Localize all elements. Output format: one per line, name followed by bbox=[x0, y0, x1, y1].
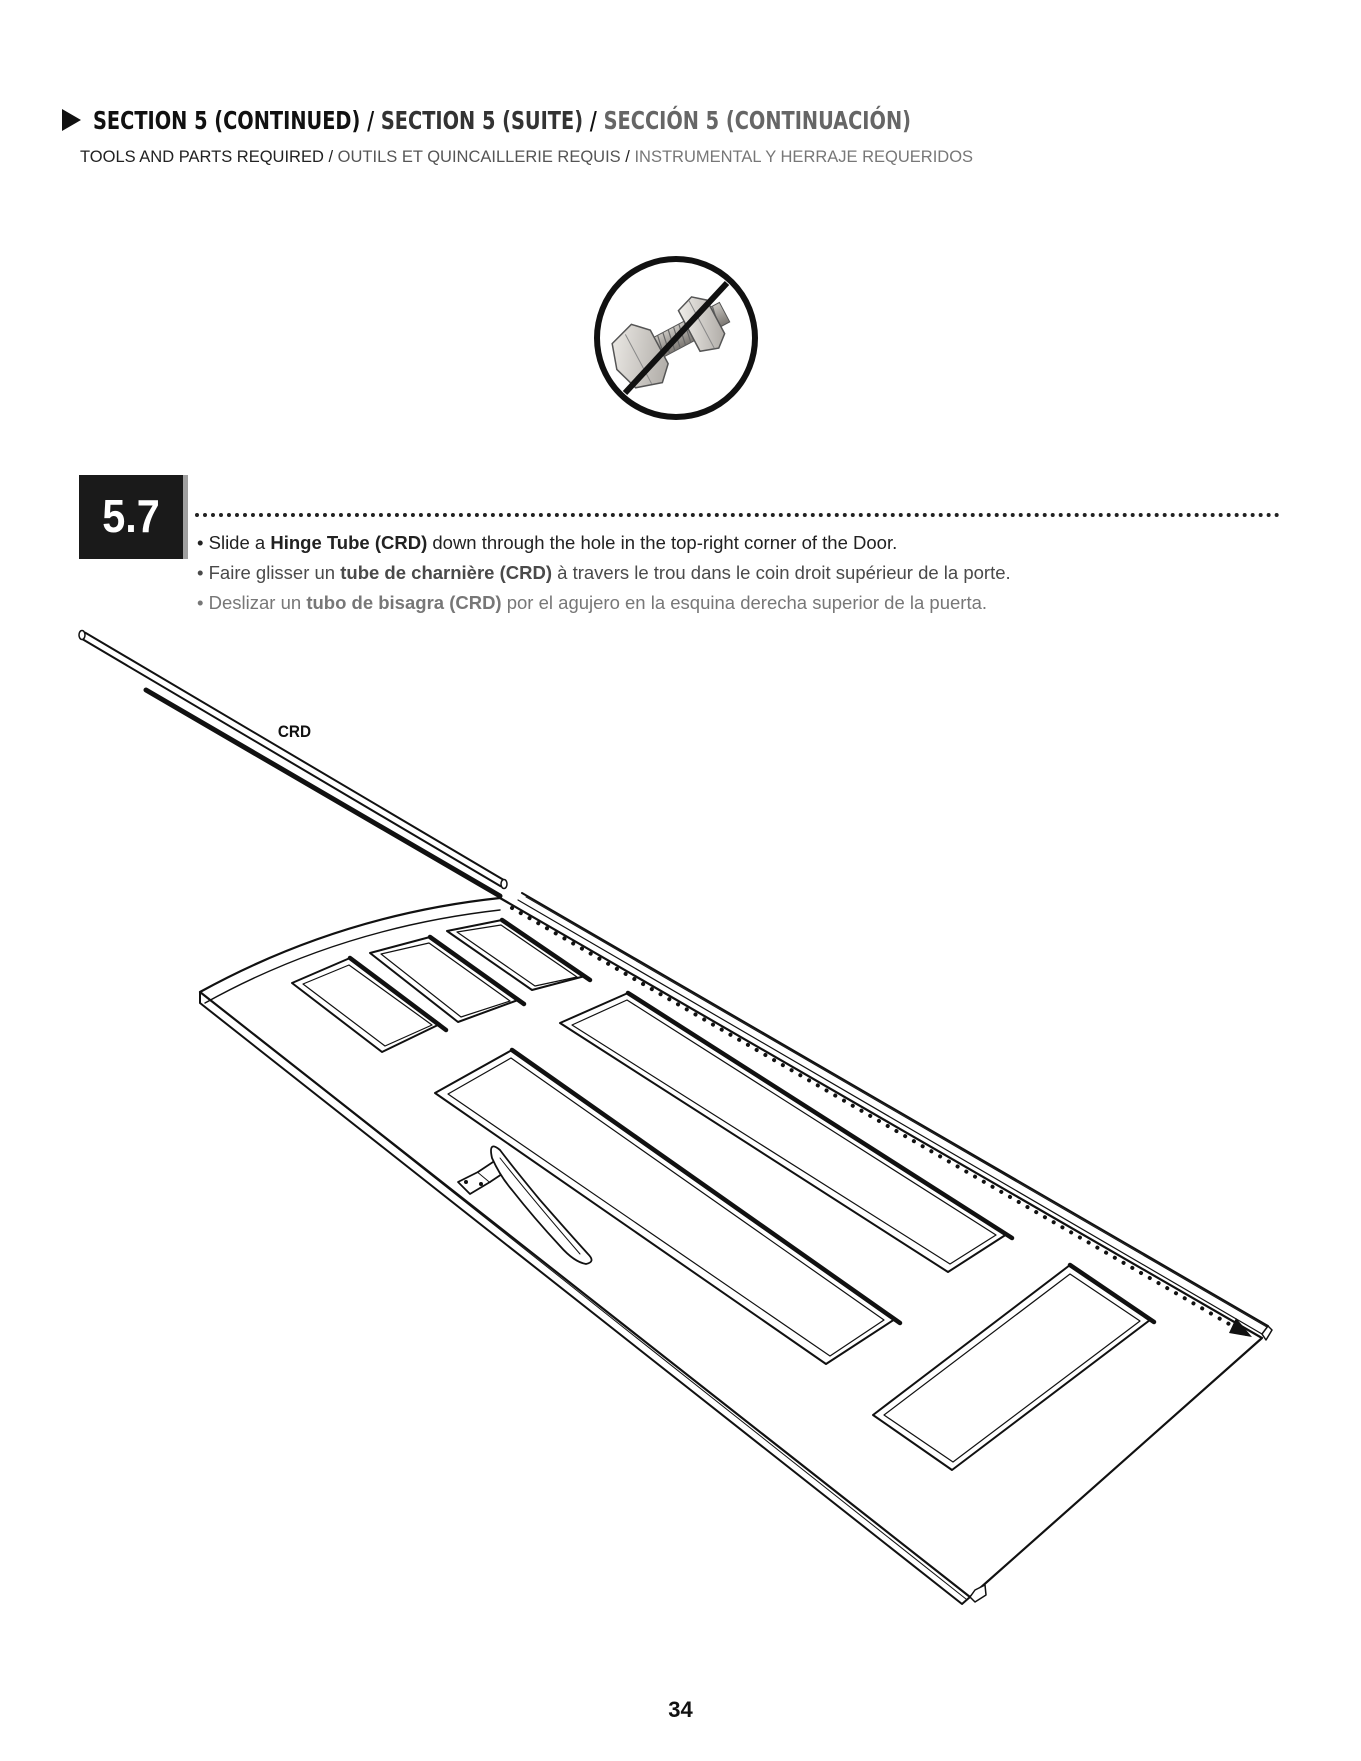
instruction-es: • Deslizar un tubo de bisagra (CRD) por el agujero en la esquina derecha superior de la puerta. bbox=[197, 592, 988, 613]
instruction-fr-pre: Faire glisser un bbox=[208, 562, 341, 583]
dotted-divider bbox=[195, 513, 1280, 517]
section-title-en: SECTION 5 (CONTINUED) bbox=[93, 106, 361, 135]
instruction-fr-post: à travers le trou dans le coin droit supérieur de la porte. bbox=[552, 562, 1011, 583]
instruction-en: • Slide a Hinge Tube (CRD) down through the hole in the top-right corner of the Door. bbox=[197, 532, 898, 553]
page-number: 34 bbox=[668, 1697, 693, 1722]
title-separator: / bbox=[583, 106, 605, 135]
section-title bbox=[93, 106, 911, 135]
tools-required-en: TOOLS AND PARTS REQUIRED bbox=[80, 148, 324, 166]
section-title-fr: SECTION 5 (SUITE) bbox=[381, 106, 584, 135]
tools-separator: / bbox=[620, 148, 635, 166]
tools-separator: / bbox=[323, 148, 338, 166]
door-assembly-diagram bbox=[0, 600, 1361, 1630]
instruction-fr: • Faire glisser un tube de charnière (CRD) à travers le trou dans le coin droit supérieur de la porte. bbox=[197, 562, 1011, 583]
step-number: 5.7 bbox=[102, 490, 160, 542]
hinge-tube-part bbox=[79, 631, 507, 897]
triangle-bullet-icon bbox=[62, 109, 81, 131]
instruction-fr-part: tube de charnière (CRD) bbox=[340, 562, 552, 583]
instruction-en-part: Hinge Tube (CRD) bbox=[270, 532, 428, 553]
tools-required-es: INSTRUMENTAL Y HERRAJE REQUERIDOS bbox=[634, 148, 974, 166]
part-label-crd: CRD bbox=[277, 722, 312, 741]
instruction-en-post: down through the hole in the top-right corner of the Door. bbox=[427, 532, 898, 553]
tools-required-fr: OUTILS ET QUINCAILLERIE REQUIS bbox=[337, 148, 621, 166]
instruction-es-part: tubo de bisagra (CRD) bbox=[306, 592, 502, 613]
step-number-box bbox=[79, 475, 183, 559]
step-accent-bar bbox=[183, 475, 188, 559]
instruction-es-pre: Deslizar un bbox=[208, 592, 307, 613]
section-title-es: SECCIÓN 5 (CONTINUACIÓN) bbox=[604, 106, 912, 135]
title-separator: / bbox=[360, 106, 382, 135]
instruction-en-pre: Slide a bbox=[208, 532, 271, 553]
section-header bbox=[62, 106, 1045, 135]
no-hardware-icon bbox=[591, 253, 761, 423]
instruction-es-post: por el agujero en la esquina derecha superior de la puerta. bbox=[501, 592, 988, 613]
tools-required-line bbox=[80, 148, 973, 167]
